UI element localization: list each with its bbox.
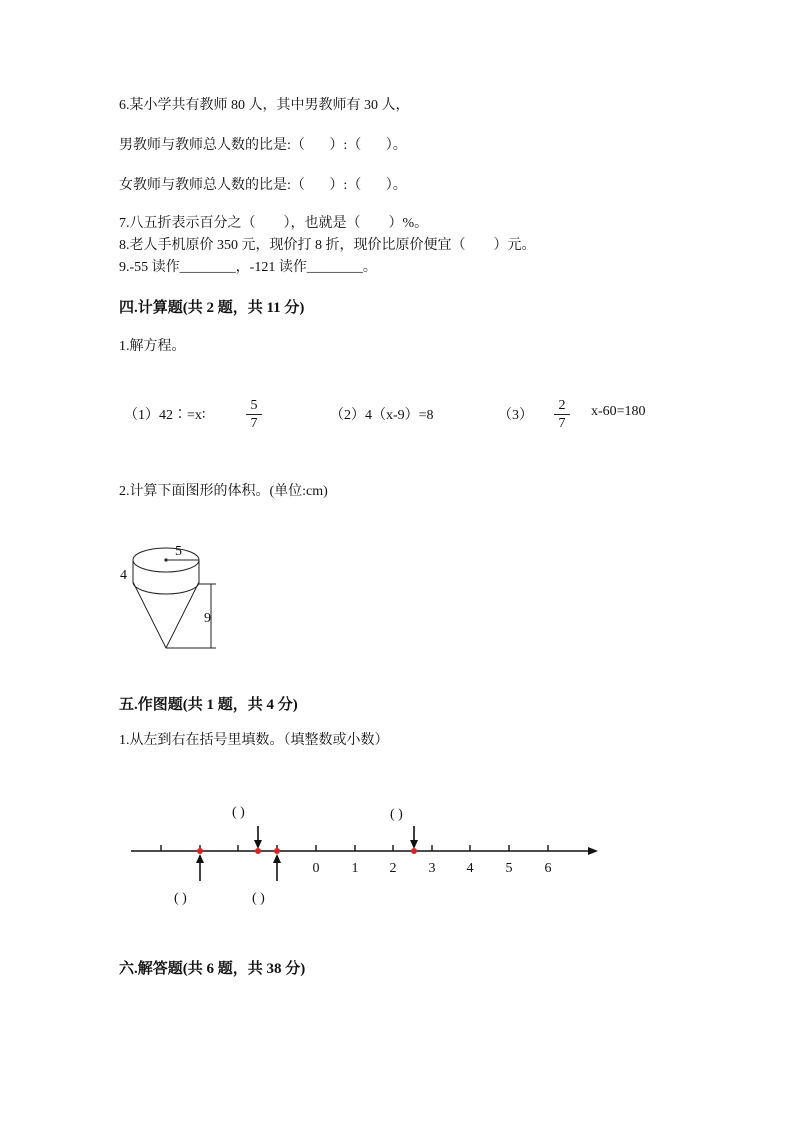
- radius-label: 5: [175, 544, 182, 559]
- section5-title: 五.作图题(共 1 题，共 4 分): [119, 697, 298, 713]
- fraction-denominator: 7: [558, 416, 566, 431]
- q6-line2: 男教师与教师总人数的比是:（ ）:（ ）。: [119, 138, 407, 153]
- cone-height-label: 9: [204, 611, 211, 626]
- fraction-numerator: 2: [558, 398, 566, 413]
- point-2: [255, 848, 261, 854]
- section4-q2: 2.计算下面图形的体积。(单位:cm): [119, 484, 328, 499]
- cylinder-height-label: 4: [120, 568, 127, 583]
- number-line-ticks: [161, 845, 548, 851]
- q6-line3: 女教师与教师总人数的比是:（ ）:（ ）。: [119, 178, 407, 193]
- answer-paren-above-2: ( ): [390, 807, 403, 822]
- equation-1-fraction: [246, 398, 262, 431]
- arrowhead-down-1: [254, 840, 262, 849]
- fraction-bar: [554, 414, 570, 415]
- fraction-denominator: 7: [250, 416, 258, 431]
- section4-q1: 1.解方程。: [119, 339, 186, 354]
- q7-text: 7.八五折表示百分之（ ），也就是（ ）%。: [119, 216, 429, 231]
- answer-paren-below-2: ( ): [252, 891, 265, 906]
- cone-left-edge: [133, 582, 166, 648]
- fraction-bar: [246, 414, 262, 415]
- cylinder-top: [133, 548, 199, 572]
- answer-paren-below-1: ( ): [174, 891, 187, 906]
- point-1: [197, 848, 203, 854]
- number-line-arrowhead: [588, 847, 598, 855]
- number-line-tick-label: 2: [389, 861, 397, 876]
- cylinder-bottom-front: [133, 582, 199, 594]
- arrowhead-down-2: [410, 840, 418, 849]
- number-line-tick-label: 6: [544, 861, 552, 876]
- equation-3-suffix: x-60=180: [591, 404, 646, 419]
- point-3: [274, 848, 280, 854]
- section6-title: 六.解答题(共 6 题，共 38 分): [119, 961, 306, 977]
- section4-title: 四.计算题(共 2 题，共 11 分): [119, 300, 305, 316]
- cone-right-edge: [166, 582, 199, 648]
- arrowhead-up-1: [196, 854, 204, 863]
- number-line-tick-label: 3: [428, 861, 436, 876]
- center-point: [164, 558, 167, 561]
- answer-paren-above-1: ( ): [232, 805, 245, 820]
- arrowhead-up-2: [273, 854, 281, 863]
- q8-text: 8.老人手机原价 350 元，现价打 8 折，现价比原价便宜（ ）元。: [119, 238, 536, 253]
- q9-text: 9.-55 读作________，-121 读作________。: [119, 260, 377, 275]
- equation-1: （1）42∶=x∶: [124, 408, 206, 423]
- point-4: [411, 848, 417, 854]
- fraction-numerator: 5: [250, 398, 258, 413]
- number-line-labels: [313, 861, 552, 876]
- number-line-tick-label: 1: [351, 861, 359, 876]
- equation-2: （2）4（x-9）=8: [330, 408, 434, 423]
- number-line-tick-label: 5: [505, 861, 513, 876]
- equation-3-prefix: （3）: [498, 408, 533, 423]
- number-line-tick-label: 4: [466, 861, 474, 876]
- q6-line1: 6.某小学共有教师 80 人，其中男教师有 30 人，: [119, 98, 410, 113]
- equation-3-fraction: [554, 398, 570, 431]
- number-line-tick-label: 0: [312, 861, 320, 876]
- section5-q1: 1.从左到右在括号里填数。（填整数或小数）: [119, 733, 389, 748]
